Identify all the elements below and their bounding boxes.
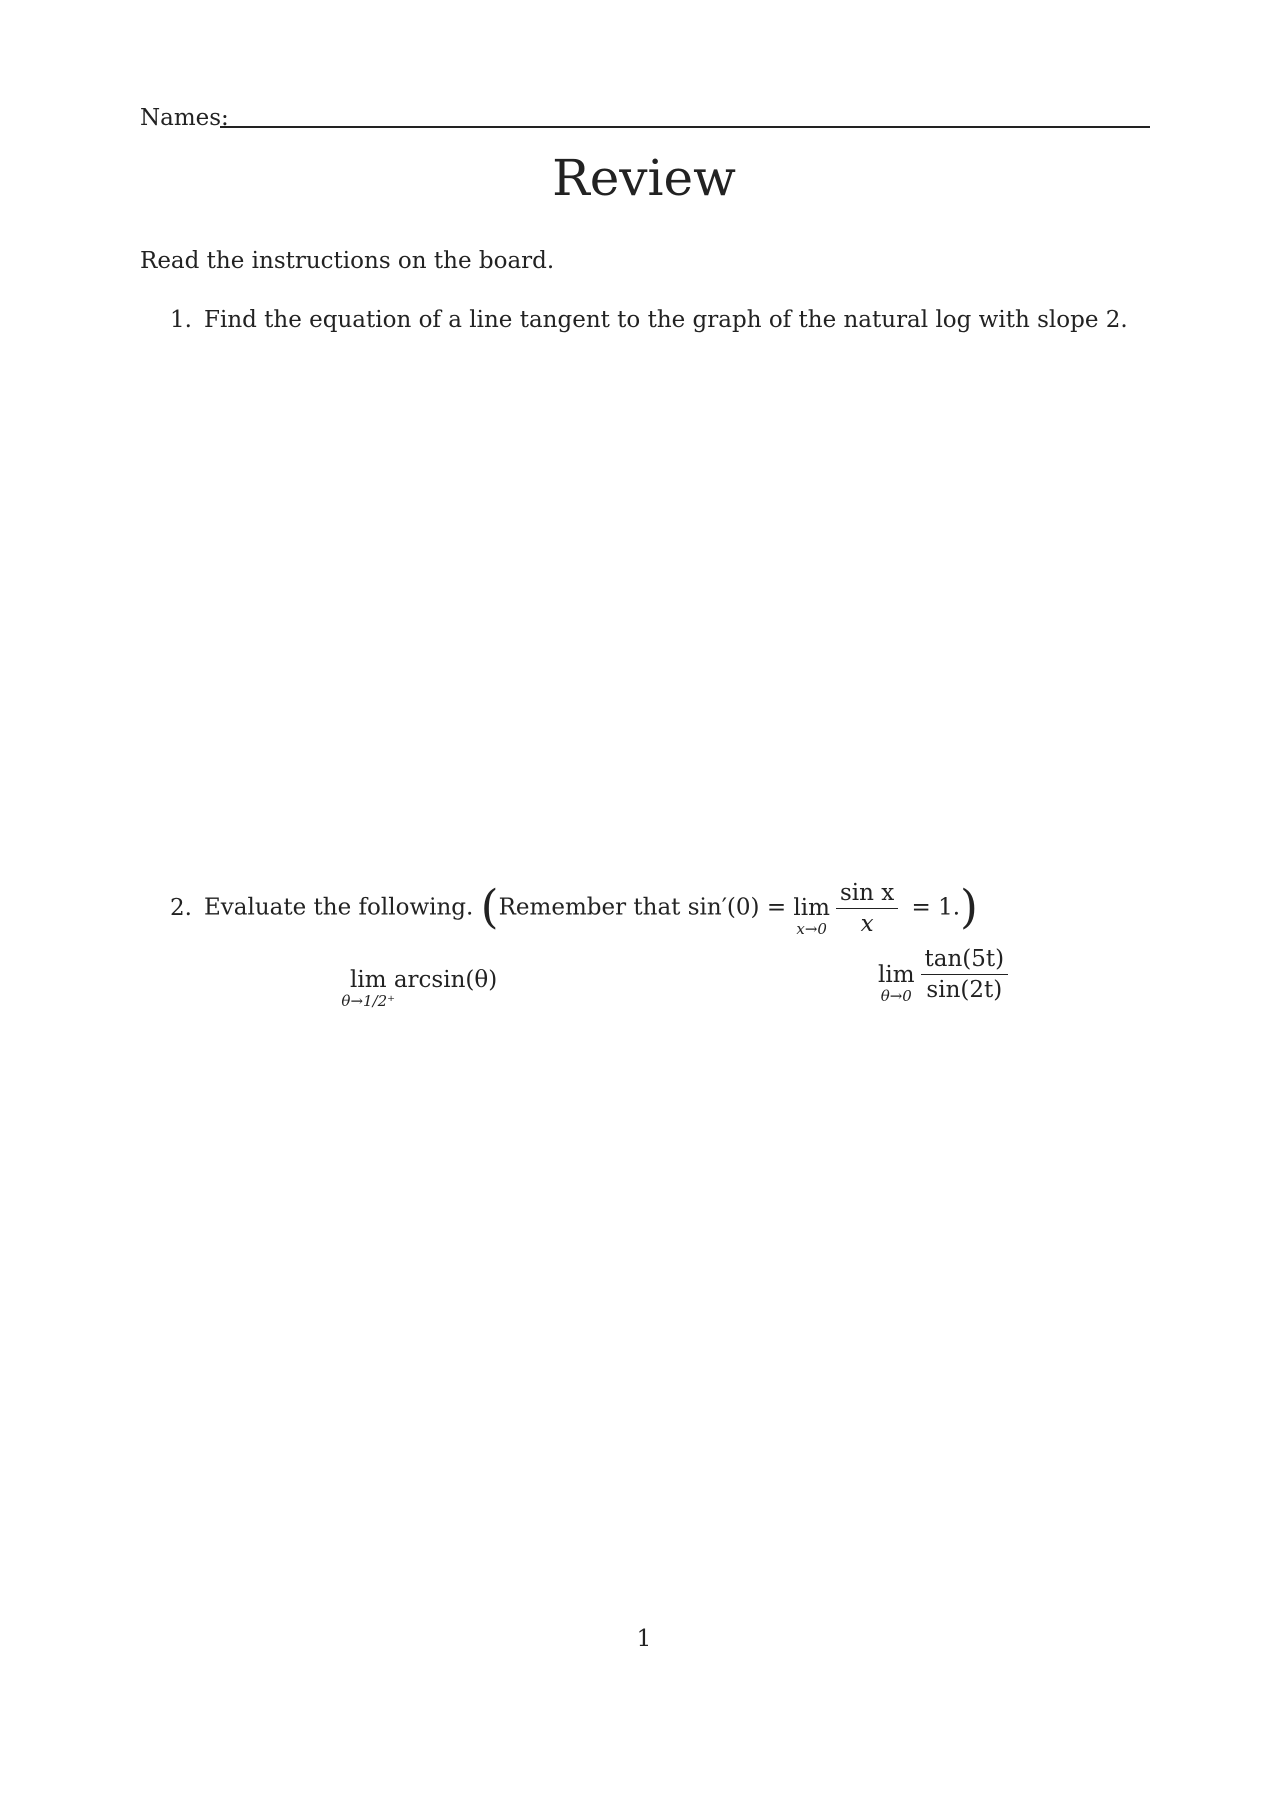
instructions-text: Read the instructions on the board. xyxy=(140,248,555,274)
question-number: 2. xyxy=(170,894,192,921)
fraction-numerator: sin x xyxy=(836,880,898,909)
hint-open-paren: ( xyxy=(480,879,499,934)
question-text: Evaluate the following. xyxy=(204,894,474,921)
hint-limit xyxy=(793,893,830,938)
limit-expression-tan-over-sin xyxy=(878,946,1014,1003)
fraction-denominator: x xyxy=(860,911,874,937)
hint-fraction xyxy=(836,880,898,937)
question-number: 1. xyxy=(170,307,192,333)
lim-operator: lim xyxy=(793,894,830,921)
lim-subscript: x→0 xyxy=(796,919,827,938)
limit-operator-group xyxy=(341,965,396,1010)
lim-subscript: θ→0 xyxy=(880,986,912,1005)
limit-fraction xyxy=(921,946,1009,1003)
fraction-numerator: tan(5t) xyxy=(921,946,1009,975)
hint-prefix: Remember that sin′(0) = xyxy=(498,894,794,921)
hint-close-paren: ) xyxy=(960,879,978,934)
lim-operator: lim xyxy=(350,967,387,993)
limit-expression-arcsin xyxy=(341,965,498,1010)
question-2 xyxy=(170,880,978,937)
lim-operator: lim xyxy=(878,961,915,988)
names-blank-line xyxy=(220,126,1150,128)
lim-subscript: θ→1/2⁺ xyxy=(341,992,396,1010)
limit-body: arcsin(θ) xyxy=(393,967,498,993)
names-label: Names: xyxy=(140,105,229,131)
fraction-denominator: sin(2t) xyxy=(926,977,1003,1003)
page-number: 1 xyxy=(636,1626,652,1652)
hint-suffix: = 1. xyxy=(904,894,961,921)
question-text: Find the equation of a line tangent to the graph of the natural log with slope 2. xyxy=(204,307,1128,333)
page-title: Review xyxy=(552,149,736,207)
question-1 xyxy=(170,305,1128,335)
limit-operator-group xyxy=(878,960,915,1005)
